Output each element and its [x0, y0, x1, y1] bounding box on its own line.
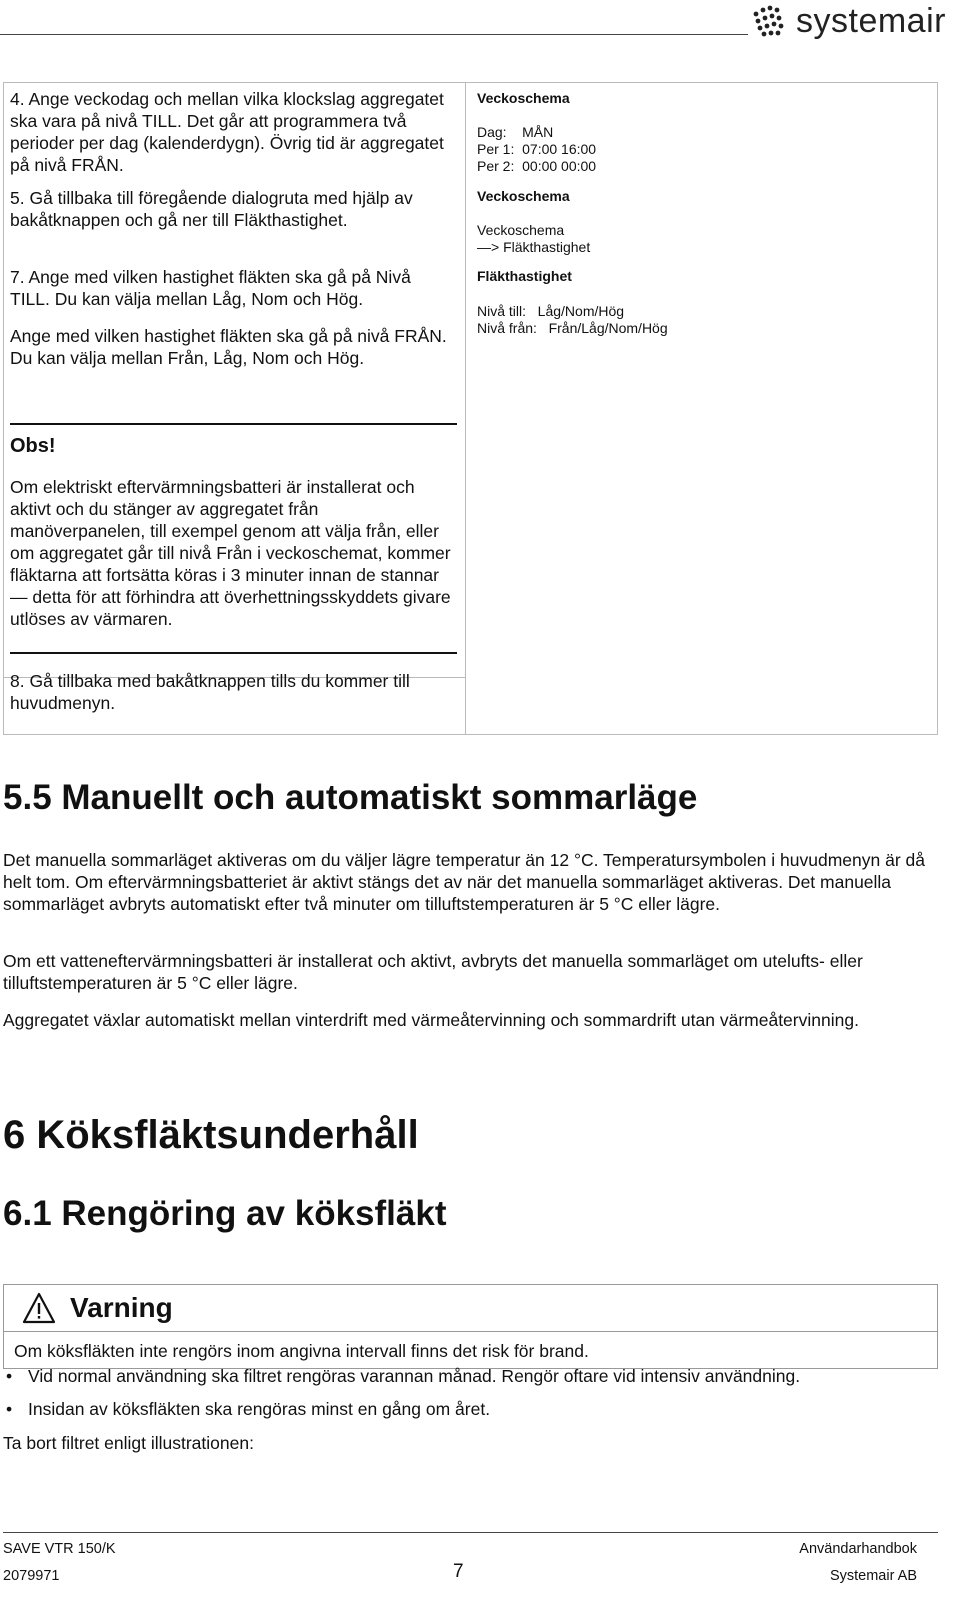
obs-title: Obs!: [10, 435, 56, 457]
warning-triangle-icon: [22, 1292, 56, 1324]
screen-2-body: Veckoschema —> Fläkthastighet: [477, 222, 591, 255]
instruction-table: [3, 82, 938, 735]
screen-1-body: Dag: MÅN Per 1: 07:00 16:00 Per 2: 00:00 00:00: [477, 124, 597, 174]
footer-model: SAVE VTR 150/K: [3, 1541, 116, 1557]
brand-name: systemair: [796, 2, 946, 40]
obs-top-rule: [10, 423, 457, 425]
section-5-5-paragraph-3: Aggregatet växlar automatiskt mellan vinterdrift med värmeåtervinning och sommardrift utan värmeåtervinning.: [3, 1010, 859, 1030]
section-6-heading: 6 Köksfläktsunderhåll: [3, 1113, 419, 1157]
section-5-5-paragraph-2: Om ett vatteneftervärmningsbatteri är installerat och aktivt, avbryts det manuella sommarläget om utelufts- eller tilluftstemperaturen är 5 °C eller lägre.: [3, 951, 863, 993]
bullet-item-1: Vid normal användning ska filtret rengöras varannan månad. Rengör oftare vid intensiv användning.: [28, 1366, 801, 1386]
obs-text: Om elektriskt eftervärmningsbatteri är installerat och aktivt och du stänger av aggregatet från manöverpanelen, till exempel genom att välja från, eller om aggregatet går till nivå Från i veckoschemat, kommer fläktarna att fortsätta köras i 3 minuter innan de stannar — detta för att förhindra att överhettningsskyddets givare utlöses av värmaren.: [10, 477, 451, 629]
warning-title: Varning: [70, 1292, 173, 1323]
closing-text: Ta bort filtret enligt illustrationen:: [3, 1433, 254, 1453]
footer-rule: [3, 1532, 938, 1533]
screen-3-title: Fläkthastighet: [477, 268, 572, 284]
step-5: 5. Gå tillbaka till föregående dialogruta med hjälp av bakåtknappen och gå ner till Fläkthastighet.: [10, 188, 413, 230]
screen-3-body: Nivå till: Låg/Nom/Hög Nivå från: Från/Låg/Nom/Hög: [477, 303, 668, 336]
step-4: 4. Ange veckodag och mellan vilka klockslag aggregatet ska vara på nivå TILL. Det går att programmera två perioder per dag (kalenderdygn). Övrig tid är aggregatet på nivå FRÅN.: [10, 89, 444, 175]
column-divider: [465, 83, 466, 734]
warning-divider: [4, 1331, 937, 1332]
footer-company: Systemair AB: [829, 1568, 917, 1584]
footer-doc-type: Användarhandbok: [799, 1541, 917, 1557]
footer-doc-number: 2079971: [3, 1568, 60, 1584]
bullet-item-2: Insidan av köksfläkten ska rengöras minst en gång om året.: [28, 1399, 491, 1419]
warning-text: Om köksfläkten inte rengörs inom angivna intervall finns det risk för brand.: [14, 1341, 589, 1361]
warning-box: [3, 1284, 938, 1369]
step-7: 7. Ange med vilken hastighet fläkten ska gå på Nivå TILL. Du kan välja mellan Låg, Nom och Hög.: [10, 267, 411, 309]
footer-page-number: 7: [453, 1561, 464, 1582]
step-7-from: Ange med vilken hastighet fläkten ska gå på nivå FRÅN. Du kan välja mellan Från, Låg, Nom och Hög.: [10, 326, 447, 368]
bullet-marker: •: [6, 1399, 13, 1419]
header-rule: [0, 34, 748, 35]
bullet-marker: •: [6, 1366, 13, 1386]
section-6-1-heading: 6.1 Rengöring av köksfläkt: [3, 1194, 447, 1233]
step-8: 8. Gå tillbaka med bakåtknappen tills du kommer till huvudmenyn.: [10, 671, 410, 713]
screen-2-title: Veckoschema: [477, 188, 570, 204]
section-5-5-paragraph-1: Det manuella sommarläget aktiveras om du väljer lägre temperatur än 12 °C. Temperatursymbolen i huvudmenyn är då helt tom. Om eftervärmningsbatteriet är aktivt stängs det av när det manuella sommarläget aktiveras. Det manuella sommarläget avbryts automatiskt efter två minuter om tilluftstemperaturen är 5 °C eller lägre.: [3, 850, 925, 914]
section-5-5-heading: 5.5 Manuellt och automatiskt sommarläge: [3, 778, 698, 817]
obs-bottom-rule: [10, 652, 457, 654]
screen-1-title: Veckoschema: [477, 90, 570, 106]
